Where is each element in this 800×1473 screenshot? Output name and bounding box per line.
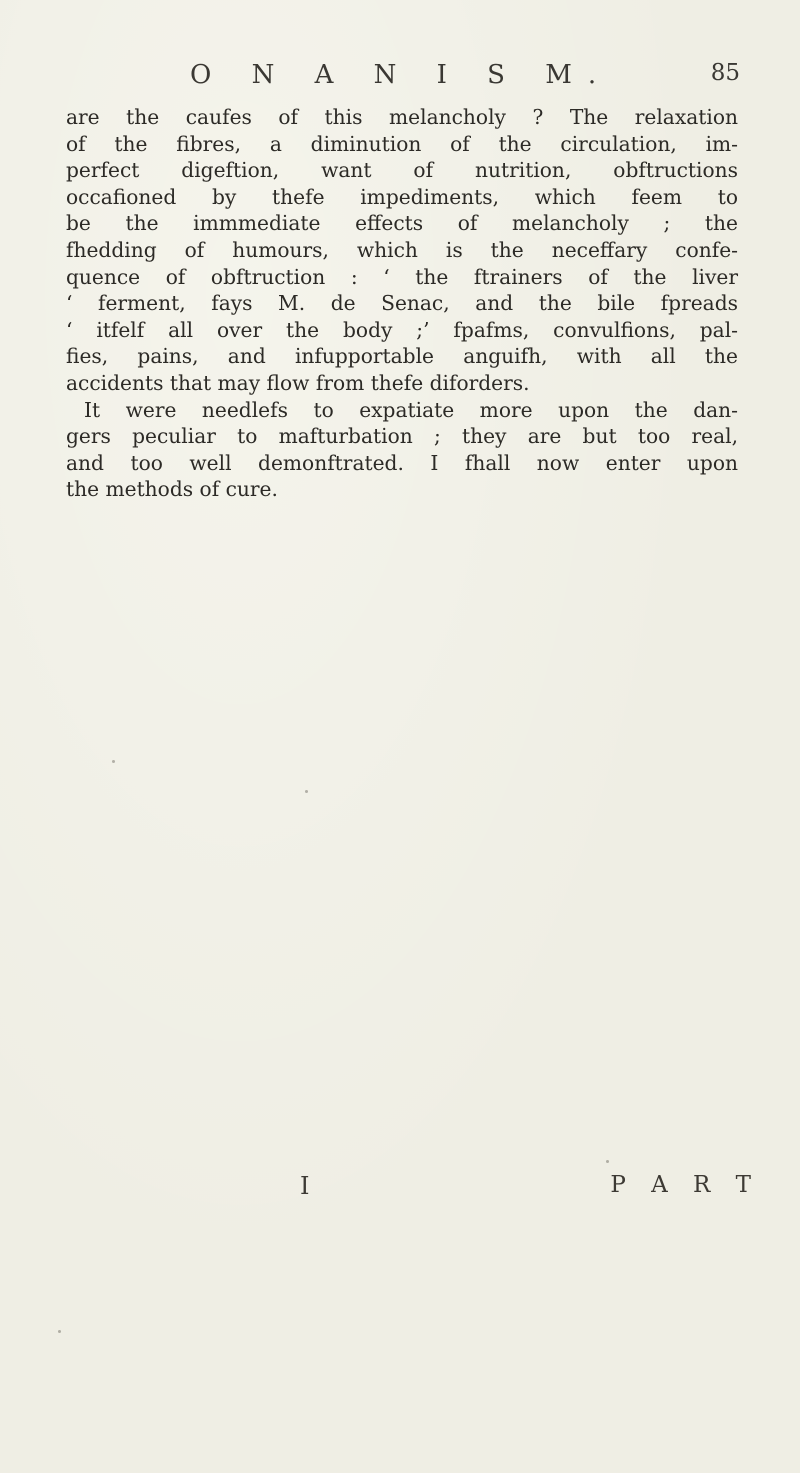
text-line: of the fibres, a diminution of the circulation, im- [66,131,738,156]
text-line: gers peculiar to mafturbation ; they are but too real, [66,424,738,449]
running-head [190,60,740,100]
text-line-paragraph-end: the methods of cure. [66,477,278,502]
body-text [66,104,738,503]
paper-speck [58,1330,61,1333]
text-line: be the immmediate effects of melancholy ; the [66,211,738,236]
text-line: fhedding of humours, which is the neceffary confe- [66,237,738,262]
running-title: O N A N I S M. [190,60,613,90]
paper-speck [112,760,115,763]
signature-mark: I [300,1172,310,1200]
text-line: quence of obftruction : ‘ the ftrainers of the liver [66,264,738,289]
paper-speck [606,1160,609,1163]
text-line: ‘ ferment, fays M. de Senac, and the bile fpreads [66,291,738,316]
text-line-paragraph-start: It were needlefs to expatiate more upon the dan- [84,397,738,422]
paper-speck [305,790,308,793]
text-line: are the caufes of this melancholy ? The relaxation [66,105,738,129]
text-line: fies, pains, and infupportable anguifh, with all the [66,344,738,369]
page-number: 85 [710,60,740,86]
catchword: P A R T [610,1172,760,1198]
text-line: ‘ itfelf all over the body ;’ fpafms, convulfions, pal- [66,317,738,342]
page-footer [300,1172,760,1212]
text-line: and too well demonftrated. I fhall now enter upon [66,450,738,475]
text-line: perfect digeftion, want of nutrition, obftructions [66,158,738,183]
text-line-paragraph-end: accidents that may flow from thefe diforders. [66,370,530,395]
text-line: occafioned by thefe impediments, which feem to [66,184,738,209]
